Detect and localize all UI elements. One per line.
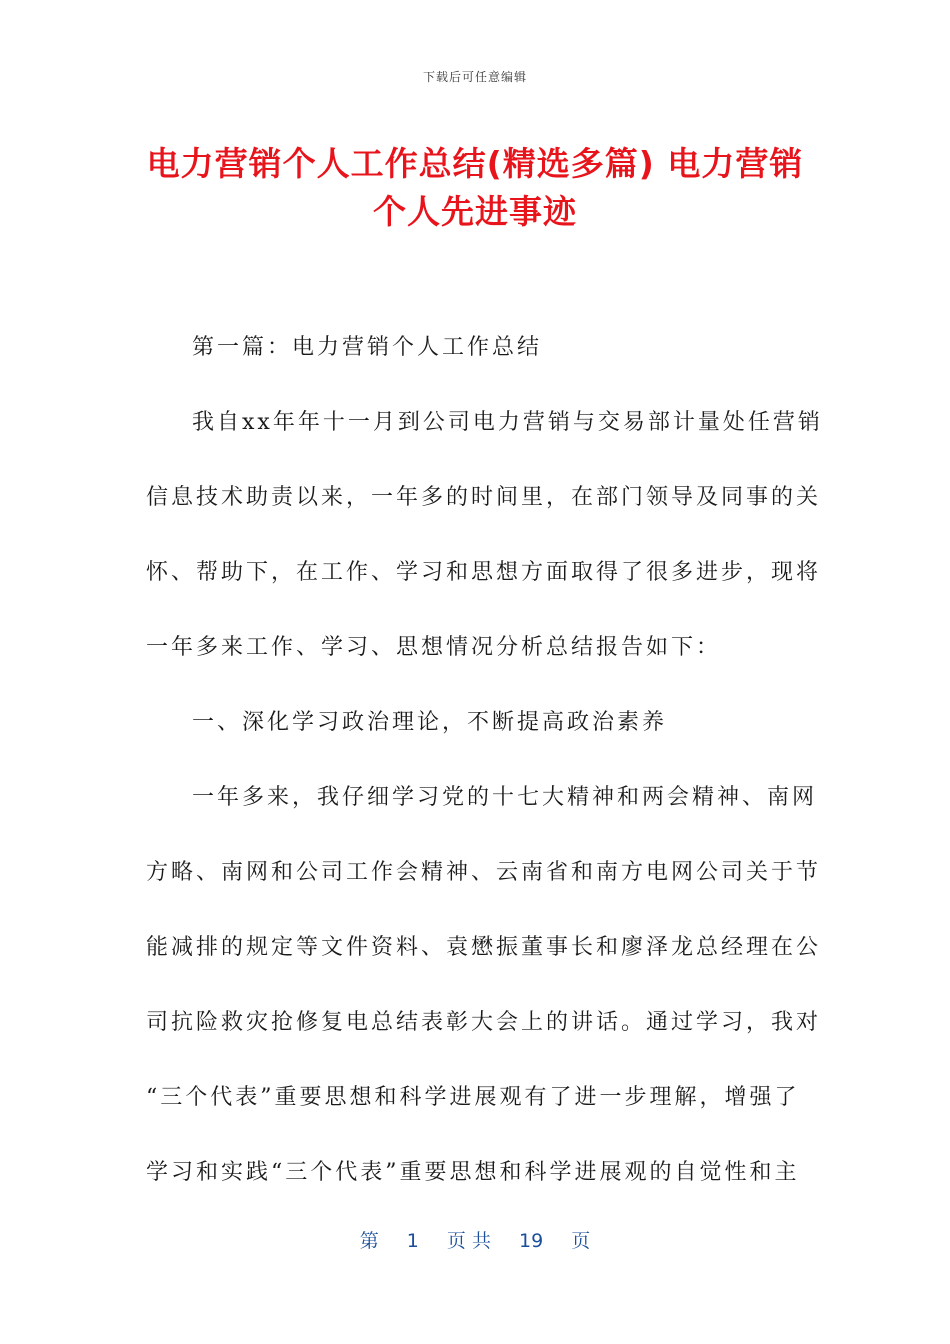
- footer-suffix: 页: [571, 1230, 591, 1252]
- paragraph-line: 方略、南网和公司工作会精神、云南省和南方电网公司关于节: [146, 860, 822, 885]
- footer-prefix: 第: [359, 1230, 379, 1252]
- paragraph-line: 司抗险救灾抢修复电总结表彰大会上的讲话。通过学习，我对: [146, 1010, 822, 1035]
- subsection-heading: 一、深化学习政治理论，不断提高政治素养: [192, 710, 668, 735]
- document-title: [130, 140, 820, 236]
- paragraph-line: 信息技术助责以来，一年多的时间里，在部门领导及同事的关: [146, 485, 822, 510]
- footer-middle: 页 共: [446, 1230, 491, 1252]
- section-heading: 第一篇：电力营销个人工作总结: [192, 335, 543, 360]
- paragraph-line: 一年多来工作、学习、思想情况分析总结报告如下：: [146, 635, 722, 660]
- page-footer: [0, 1226, 950, 1253]
- paragraph-line: 我自xx年年十一月到公司电力营销与交易部计量处任营销: [192, 410, 823, 435]
- title-line-2: 个人先进事迹: [373, 192, 577, 231]
- header-note: 下载后可任意编辑: [422, 70, 527, 84]
- paragraph-line: 一年多来，我仔细学习党的十七大精神和两会精神、南网: [192, 785, 818, 810]
- paragraph-line: 怀、帮助下，在工作、学习和思想方面取得了很多进步，现将: [146, 560, 822, 585]
- paragraph-line: “三个代表”重要思想和科学进展观有了进一步理解，增强了: [146, 1085, 800, 1110]
- paragraph-line: 学习和实践“三个代表”重要思想和科学进展观的自觉性和主: [146, 1160, 800, 1185]
- paragraph-line: 能减排的规定等文件资料、袁懋振董事长和廖泽龙总经理在公: [146, 935, 822, 960]
- title-line-1: 电力营销个人工作总结(精选多篇) 电力营销: [146, 144, 804, 183]
- total-page-count: 19: [519, 1230, 544, 1252]
- current-page-number: 1: [406, 1230, 419, 1252]
